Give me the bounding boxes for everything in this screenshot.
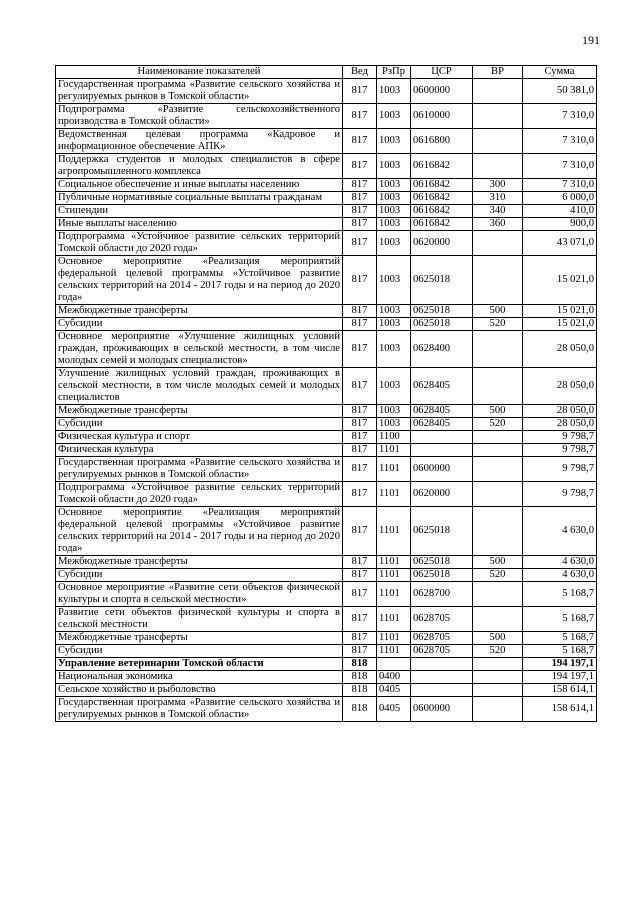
cell-rzpr: 1003: [377, 305, 411, 318]
cell-ved: 817: [343, 218, 377, 231]
cell-rzpr: 1003: [377, 129, 411, 154]
cell-ved: 817: [343, 482, 377, 507]
cell-csr: [411, 658, 473, 671]
cell-sum: 158 614,1: [523, 697, 597, 722]
cell-ved: 817: [343, 129, 377, 154]
cell-csr: 0628405: [411, 368, 473, 405]
cell-name: Улучшение жилищных условий граждан, проживающих в сельской местности, в том числе молодых семей и молодых специалистов: [56, 368, 343, 405]
cell-csr: 0600000: [411, 457, 473, 482]
cell-rzpr: 1101: [377, 582, 411, 607]
cell-csr: 0628705: [411, 645, 473, 658]
table-row: [56, 671, 597, 684]
cell-ved: 817: [343, 104, 377, 129]
cell-sum: 194 197,1: [523, 671, 597, 684]
cell-csr: [411, 444, 473, 457]
cell-sum: 4 630,0: [523, 507, 597, 556]
cell-sum: 9 798,7: [523, 431, 597, 444]
table-row: [56, 658, 597, 671]
cell-name: Ведомственная целевая программа «Кадровое и информационное обеспечение АПК»: [56, 129, 343, 154]
cell-name: Подпрограмма «Устойчивое развитие сельских территорий Томской области до 2020 года»: [56, 231, 343, 256]
cell-rzpr: 1003: [377, 179, 411, 192]
cell-vr: [473, 104, 523, 129]
cell-vr: [473, 684, 523, 697]
header-vr: ВР: [473, 66, 523, 79]
table-row: [56, 632, 597, 645]
cell-rzpr: 1101: [377, 507, 411, 556]
cell-rzpr: [377, 658, 411, 671]
table-row: [56, 457, 597, 482]
cell-csr: 0600000: [411, 697, 473, 722]
cell-name: Государственная программа «Развитие сельского хозяйства и регулируемых рынков в Томской области»: [56, 457, 343, 482]
cell-vr: 520: [473, 418, 523, 431]
cell-vr: [473, 607, 523, 632]
cell-sum: 5 168,7: [523, 632, 597, 645]
cell-ved: 817: [343, 418, 377, 431]
cell-csr: 0628705: [411, 632, 473, 645]
cell-name: Сельское хозяйство и рыболовство: [56, 684, 343, 697]
cell-ved: 818: [343, 697, 377, 722]
cell-rzpr: 1003: [377, 79, 411, 104]
cell-sum: 7 310,0: [523, 104, 597, 129]
table-row: [56, 556, 597, 569]
cell-name: Основное мероприятие «Реализация мероприятий федеральной целевой программы «Устойчивое развитие сельских территорий на 2014 - 2017 годы и на период до 2020 года»: [56, 507, 343, 556]
cell-ved: 817: [343, 507, 377, 556]
cell-sum: 28 050,0: [523, 418, 597, 431]
cell-name: Развитие сети объектов физической культуры и спорта в сельской местности: [56, 607, 343, 632]
cell-sum: 28 050,0: [523, 331, 597, 368]
cell-vr: 310: [473, 192, 523, 205]
cell-ved: 817: [343, 444, 377, 457]
cell-rzpr: 1101: [377, 607, 411, 632]
cell-vr: 520: [473, 318, 523, 331]
cell-rzpr: 1003: [377, 218, 411, 231]
cell-csr: [411, 684, 473, 697]
cell-name: Межбюджетные трансферты: [56, 632, 343, 645]
cell-vr: [473, 507, 523, 556]
cell-ved: 817: [343, 431, 377, 444]
table-row: [56, 256, 597, 305]
cell-ved: 817: [343, 205, 377, 218]
cell-name: Физическая культура: [56, 444, 343, 457]
cell-ved: 817: [343, 179, 377, 192]
cell-vr: 500: [473, 632, 523, 645]
cell-rzpr: 1003: [377, 205, 411, 218]
cell-vr: 300: [473, 179, 523, 192]
cell-rzpr: 1003: [377, 154, 411, 179]
cell-rzpr: 1003: [377, 104, 411, 129]
cell-sum: 7 310,0: [523, 179, 597, 192]
cell-name: Межбюджетные трансферты: [56, 405, 343, 418]
table-row: [56, 79, 597, 104]
cell-vr: [473, 444, 523, 457]
cell-csr: 0625018: [411, 556, 473, 569]
cell-vr: 520: [473, 569, 523, 582]
cell-ved: 817: [343, 645, 377, 658]
cell-rzpr: 1101: [377, 482, 411, 507]
cell-vr: [473, 154, 523, 179]
table-row: [56, 179, 597, 192]
header-csr: ЦСР: [411, 66, 473, 79]
table-row: [56, 104, 597, 129]
cell-sum: 15 021,0: [523, 318, 597, 331]
table-row: [56, 129, 597, 154]
table-row: [56, 418, 597, 431]
cell-name: Субсидии: [56, 645, 343, 658]
cell-csr: 0600000: [411, 79, 473, 104]
cell-vr: 500: [473, 556, 523, 569]
cell-vr: [473, 331, 523, 368]
cell-sum: 5 168,7: [523, 645, 597, 658]
cell-vr: [473, 697, 523, 722]
cell-csr: 0625018: [411, 305, 473, 318]
cell-vr: [473, 256, 523, 305]
table-row: [56, 697, 597, 722]
cell-ved: 817: [343, 305, 377, 318]
cell-sum: 7 310,0: [523, 154, 597, 179]
cell-ved: 817: [343, 457, 377, 482]
table-row: [56, 192, 597, 205]
cell-sum: 5 168,7: [523, 582, 597, 607]
cell-rzpr: 1003: [377, 318, 411, 331]
cell-sum: 5 168,7: [523, 607, 597, 632]
header-ved: Вед: [343, 66, 377, 79]
cell-csr: 0616842: [411, 218, 473, 231]
cell-name: Иные выплаты населению: [56, 218, 343, 231]
cell-ved: 817: [343, 318, 377, 331]
cell-vr: [473, 457, 523, 482]
cell-csr: 0625018: [411, 318, 473, 331]
cell-sum: 28 050,0: [523, 368, 597, 405]
cell-csr: 0625018: [411, 256, 473, 305]
cell-csr: 0616842: [411, 179, 473, 192]
cell-rzpr: 1003: [377, 418, 411, 431]
cell-ved: 818: [343, 684, 377, 697]
cell-name: Государственная программа «Развитие сельского хозяйства и регулируемых рынков в Томской области»: [56, 79, 343, 104]
table-row: [56, 218, 597, 231]
cell-csr: 0610000: [411, 104, 473, 129]
table-row: [56, 507, 597, 556]
cell-ved: 818: [343, 671, 377, 684]
cell-ved: 817: [343, 368, 377, 405]
table-row: [56, 231, 597, 256]
cell-sum: 4 630,0: [523, 556, 597, 569]
cell-name: Субсидии: [56, 318, 343, 331]
header-sum: Сумма: [523, 66, 597, 79]
cell-ved: 817: [343, 231, 377, 256]
budget-table: [55, 65, 597, 722]
table-row: [56, 331, 597, 368]
table-row: [56, 318, 597, 331]
cell-vr: 500: [473, 305, 523, 318]
table-row: [56, 607, 597, 632]
cell-sum: 15 021,0: [523, 256, 597, 305]
cell-rzpr: 1101: [377, 444, 411, 457]
table-body: [56, 79, 597, 722]
cell-name: Физическая культура и спорт: [56, 431, 343, 444]
cell-name: Основное мероприятие «Развитие сети объектов физической культуры и спорта в сельской местности»: [56, 582, 343, 607]
cell-csr: 0628400: [411, 331, 473, 368]
cell-ved: 817: [343, 405, 377, 418]
table-header-row: [56, 66, 597, 79]
cell-rzpr: 1003: [377, 192, 411, 205]
cell-ved: 817: [343, 569, 377, 582]
table-row: [56, 569, 597, 582]
cell-csr: 0620000: [411, 482, 473, 507]
cell-name: Национальная экономика: [56, 671, 343, 684]
table-row: [56, 305, 597, 318]
cell-ved: 817: [343, 256, 377, 305]
cell-sum: 15 021,0: [523, 305, 597, 318]
cell-vr: [473, 129, 523, 154]
cell-sum: 43 071,0: [523, 231, 597, 256]
cell-sum: 6 000,0: [523, 192, 597, 205]
cell-csr: 0625018: [411, 507, 473, 556]
cell-vr: [473, 482, 523, 507]
cell-csr: [411, 431, 473, 444]
cell-sum: 7 310,0: [523, 129, 597, 154]
cell-name: Основное мероприятие «Реализация мероприятий федеральной целевой программы «Устойчивое развитие сельских территорий на 2014 - 2017 годы и на период до 2020 года»: [56, 256, 343, 305]
cell-rzpr: 1003: [377, 256, 411, 305]
page-number: 191: [582, 33, 600, 47]
cell-name: Государственная программа «Развитие сельского хозяйства и регулируемых рынков в Томской области»: [56, 697, 343, 722]
cell-csr: 0628405: [411, 405, 473, 418]
cell-name: Подпрограмма «Устойчивое развитие сельских территорий Томской области до 2020 года»: [56, 482, 343, 507]
cell-sum: 194 197,1: [523, 658, 597, 671]
cell-rzpr: 1101: [377, 632, 411, 645]
cell-vr: [473, 368, 523, 405]
cell-sum: 9 798,7: [523, 444, 597, 457]
cell-name: Субсидии: [56, 418, 343, 431]
cell-vr: [473, 582, 523, 607]
cell-name: Межбюджетные трансферты: [56, 556, 343, 569]
cell-csr: 0628700: [411, 582, 473, 607]
cell-csr: 0616842: [411, 192, 473, 205]
table-row: [56, 645, 597, 658]
cell-csr: 0620000: [411, 231, 473, 256]
cell-vr: 340: [473, 205, 523, 218]
cell-sum: 50 381,0: [523, 79, 597, 104]
cell-ved: 817: [343, 154, 377, 179]
table-row: [56, 684, 597, 697]
cell-name: Социальное обеспечение и иные выплаты населению: [56, 179, 343, 192]
cell-vr: 520: [473, 645, 523, 658]
cell-rzpr: 1003: [377, 331, 411, 368]
cell-rzpr: 1100: [377, 431, 411, 444]
cell-vr: [473, 658, 523, 671]
cell-sum: 158 614,1: [523, 684, 597, 697]
cell-vr: [473, 671, 523, 684]
cell-sum: 900,0: [523, 218, 597, 231]
cell-ved: 817: [343, 556, 377, 569]
table-row: [56, 205, 597, 218]
cell-sum: 410,0: [523, 205, 597, 218]
cell-rzpr: 1003: [377, 368, 411, 405]
cell-csr: 0616842: [411, 154, 473, 179]
cell-rzpr: 1003: [377, 405, 411, 418]
cell-rzpr: 1101: [377, 457, 411, 482]
cell-csr: 0616842: [411, 205, 473, 218]
table-row: [56, 444, 597, 457]
cell-vr: [473, 79, 523, 104]
cell-csr: 0616800: [411, 129, 473, 154]
cell-sum: 9 798,7: [523, 482, 597, 507]
cell-vr: 500: [473, 405, 523, 418]
table-row: [56, 482, 597, 507]
cell-name: Межбюджетные трансферты: [56, 305, 343, 318]
table-row: [56, 431, 597, 444]
cell-rzpr: 1101: [377, 645, 411, 658]
cell-rzpr: 0400: [377, 671, 411, 684]
cell-csr: 0628705: [411, 607, 473, 632]
cell-name: Управление ветеринарии Томской области: [56, 658, 343, 671]
cell-name: Подпрограмма «Развитие сельскохозяйственного производства в Томской области»: [56, 104, 343, 129]
cell-ved: 817: [343, 632, 377, 645]
cell-vr: [473, 431, 523, 444]
cell-csr: 0625018: [411, 569, 473, 582]
cell-name: Субсидии: [56, 569, 343, 582]
cell-rzpr: 1003: [377, 231, 411, 256]
table-row: [56, 154, 597, 179]
cell-name: Основное мероприятие «Улучшение жилищных условий граждан, проживающих в сельской местности, в том числе молодых семей и молодых специалистов»: [56, 331, 343, 368]
cell-rzpr: 0405: [377, 697, 411, 722]
cell-sum: 4 630,0: [523, 569, 597, 582]
cell-ved: 817: [343, 79, 377, 104]
cell-ved: 817: [343, 607, 377, 632]
cell-ved: 817: [343, 331, 377, 368]
header-name: Наименование показателей: [56, 66, 343, 79]
header-rzpr: РзПр: [377, 66, 411, 79]
cell-rzpr: 1101: [377, 556, 411, 569]
cell-rzpr: 0405: [377, 684, 411, 697]
table-row: [56, 405, 597, 418]
cell-ved: 817: [343, 582, 377, 607]
cell-vr: [473, 231, 523, 256]
cell-csr: 0628405: [411, 418, 473, 431]
cell-name: Публичные нормативные социальные выплаты гражданам: [56, 192, 343, 205]
cell-name: Стипендии: [56, 205, 343, 218]
table-row: [56, 582, 597, 607]
cell-sum: 9 798,7: [523, 457, 597, 482]
cell-name: Поддержка студентов и молодых специалистов в сфере агропромышленного комплекса: [56, 154, 343, 179]
cell-vr: 360: [473, 218, 523, 231]
cell-csr: [411, 671, 473, 684]
cell-ved: 818: [343, 658, 377, 671]
cell-sum: 28 050,0: [523, 405, 597, 418]
cell-ved: 817: [343, 192, 377, 205]
table-row: [56, 368, 597, 405]
cell-rzpr: 1101: [377, 569, 411, 582]
